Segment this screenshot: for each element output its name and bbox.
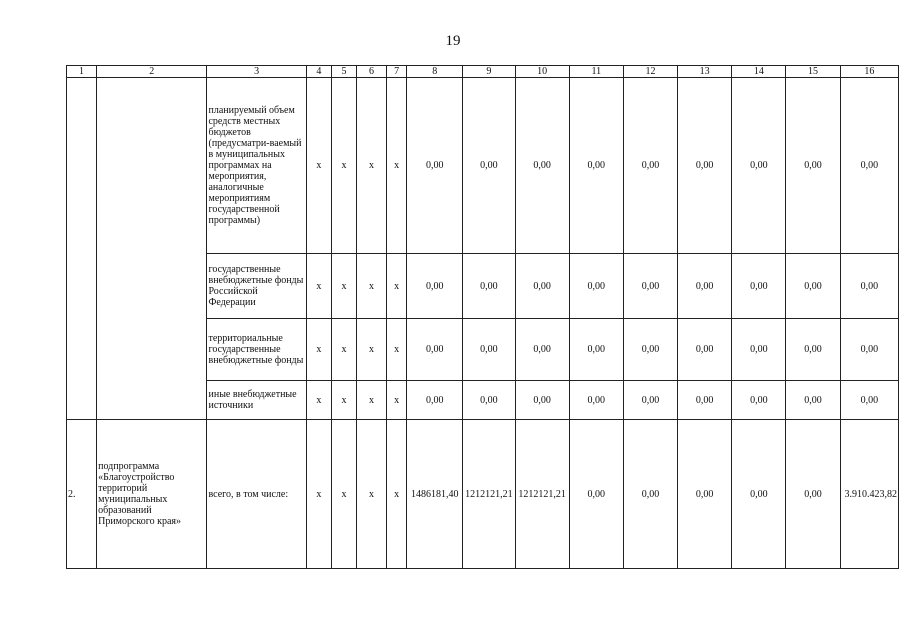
value-cell: 0,00 <box>407 78 463 254</box>
value-cell: 0,00 <box>515 78 569 254</box>
column-header: 15 <box>786 66 840 78</box>
value-cell: 0,00 <box>623 254 677 319</box>
column-header: 12 <box>623 66 677 78</box>
column-header: 16 <box>840 66 898 78</box>
value-cell: 0,00 <box>678 254 732 319</box>
value-cell: 0,00 <box>732 381 786 420</box>
column-header: 5 <box>331 66 356 78</box>
funding-source-cell: всего, в том числе: <box>207 420 306 569</box>
value-cell: 0,00 <box>678 381 732 420</box>
program-name-cell: подпрограмма «Благоустройство территорий муниципальных образований Приморского края» <box>97 420 207 569</box>
x-mark-cell: x <box>306 420 331 569</box>
x-mark-cell: x <box>356 319 386 381</box>
value-cell: 0,00 <box>732 78 786 254</box>
value-cell: 0,00 <box>678 78 732 254</box>
value-cell: 0,00 <box>569 319 623 381</box>
program-name-cell <box>97 78 207 420</box>
value-cell: 0,00 <box>569 78 623 254</box>
value-cell: 0,00 <box>840 254 898 319</box>
value-cell: 0,00 <box>463 381 515 420</box>
value-cell: 0,00 <box>786 78 840 254</box>
value-cell: 0,00 <box>407 319 463 381</box>
column-header: 14 <box>732 66 786 78</box>
value-cell: 0,00 <box>569 381 623 420</box>
x-mark-cell: x <box>356 78 386 254</box>
value-cell: 0,00 <box>840 78 898 254</box>
value-cell: 0,00 <box>463 78 515 254</box>
budget-table <box>66 65 899 569</box>
x-mark-cell: x <box>331 319 356 381</box>
value-cell: 0,00 <box>678 319 732 381</box>
value-cell: 0,00 <box>623 381 677 420</box>
value-cell: 1212121,21 <box>515 420 569 569</box>
value-cell: 3.910.423,82 <box>840 420 898 569</box>
x-mark-cell: x <box>387 420 407 569</box>
x-mark-cell: x <box>306 319 331 381</box>
value-cell: 0,00 <box>786 319 840 381</box>
value-cell: 0,00 <box>515 381 569 420</box>
funding-source-cell: территориальные государственные внебюджетные фонды <box>207 319 306 381</box>
column-header: 8 <box>407 66 463 78</box>
column-header: 6 <box>356 66 386 78</box>
value-cell: 0,00 <box>623 78 677 254</box>
column-header: 7 <box>387 66 407 78</box>
column-header: 4 <box>306 66 331 78</box>
x-mark-cell: x <box>331 78 356 254</box>
value-cell: 0,00 <box>569 420 623 569</box>
x-mark-cell: x <box>306 254 331 319</box>
x-mark-cell: x <box>387 254 407 319</box>
funding-source-cell: планируемый объем средств местных бюджетов (предусматри-ваемый в муниципальных программах на мероприятия, аналогичные мероприятиям государственной программы) <box>207 78 306 254</box>
value-cell: 0,00 <box>463 254 515 319</box>
x-mark-cell: x <box>356 254 386 319</box>
value-cell: 0,00 <box>732 319 786 381</box>
value-cell: 0,00 <box>732 420 786 569</box>
x-mark-cell: x <box>306 78 331 254</box>
x-mark-cell: x <box>331 254 356 319</box>
value-cell: 0,00 <box>407 381 463 420</box>
value-cell: 0,00 <box>515 319 569 381</box>
x-mark-cell: x <box>331 420 356 569</box>
column-header: 13 <box>678 66 732 78</box>
value-cell: 1486181,40 <box>407 420 463 569</box>
value-cell: 0,00 <box>678 420 732 569</box>
column-header: 1 <box>67 66 97 78</box>
value-cell: 0,00 <box>569 254 623 319</box>
value-cell: 0,00 <box>463 319 515 381</box>
x-mark-cell: x <box>356 420 386 569</box>
table-row <box>67 420 899 569</box>
column-header: 11 <box>569 66 623 78</box>
funding-source-cell: государственные внебюджетные фонды Российской Федерации <box>207 254 306 319</box>
funding-source-cell: иные внебюджетные источники <box>207 381 306 420</box>
x-mark-cell: x <box>356 381 386 420</box>
table-row <box>67 78 899 254</box>
row-number-cell: 2. <box>67 420 97 569</box>
value-cell: 0,00 <box>407 254 463 319</box>
table-header-row <box>67 66 899 78</box>
x-mark-cell: x <box>331 381 356 420</box>
value-cell: 0,00 <box>840 381 898 420</box>
x-mark-cell: x <box>387 381 407 420</box>
column-header: 10 <box>515 66 569 78</box>
x-mark-cell: x <box>306 381 331 420</box>
column-header: 2 <box>97 66 207 78</box>
value-cell: 0,00 <box>840 319 898 381</box>
value-cell: 0,00 <box>515 254 569 319</box>
x-mark-cell: x <box>387 319 407 381</box>
value-cell: 0,00 <box>786 381 840 420</box>
row-number-cell <box>67 78 97 420</box>
x-mark-cell: x <box>387 78 407 254</box>
column-header: 9 <box>463 66 515 78</box>
value-cell: 0,00 <box>623 420 677 569</box>
value-cell: 0,00 <box>786 254 840 319</box>
page-number: 19 <box>445 33 461 49</box>
column-header: 3 <box>207 66 306 78</box>
value-cell: 1212121,21 <box>463 420 515 569</box>
value-cell: 0,00 <box>732 254 786 319</box>
value-cell: 0,00 <box>623 319 677 381</box>
value-cell: 0,00 <box>786 420 840 569</box>
